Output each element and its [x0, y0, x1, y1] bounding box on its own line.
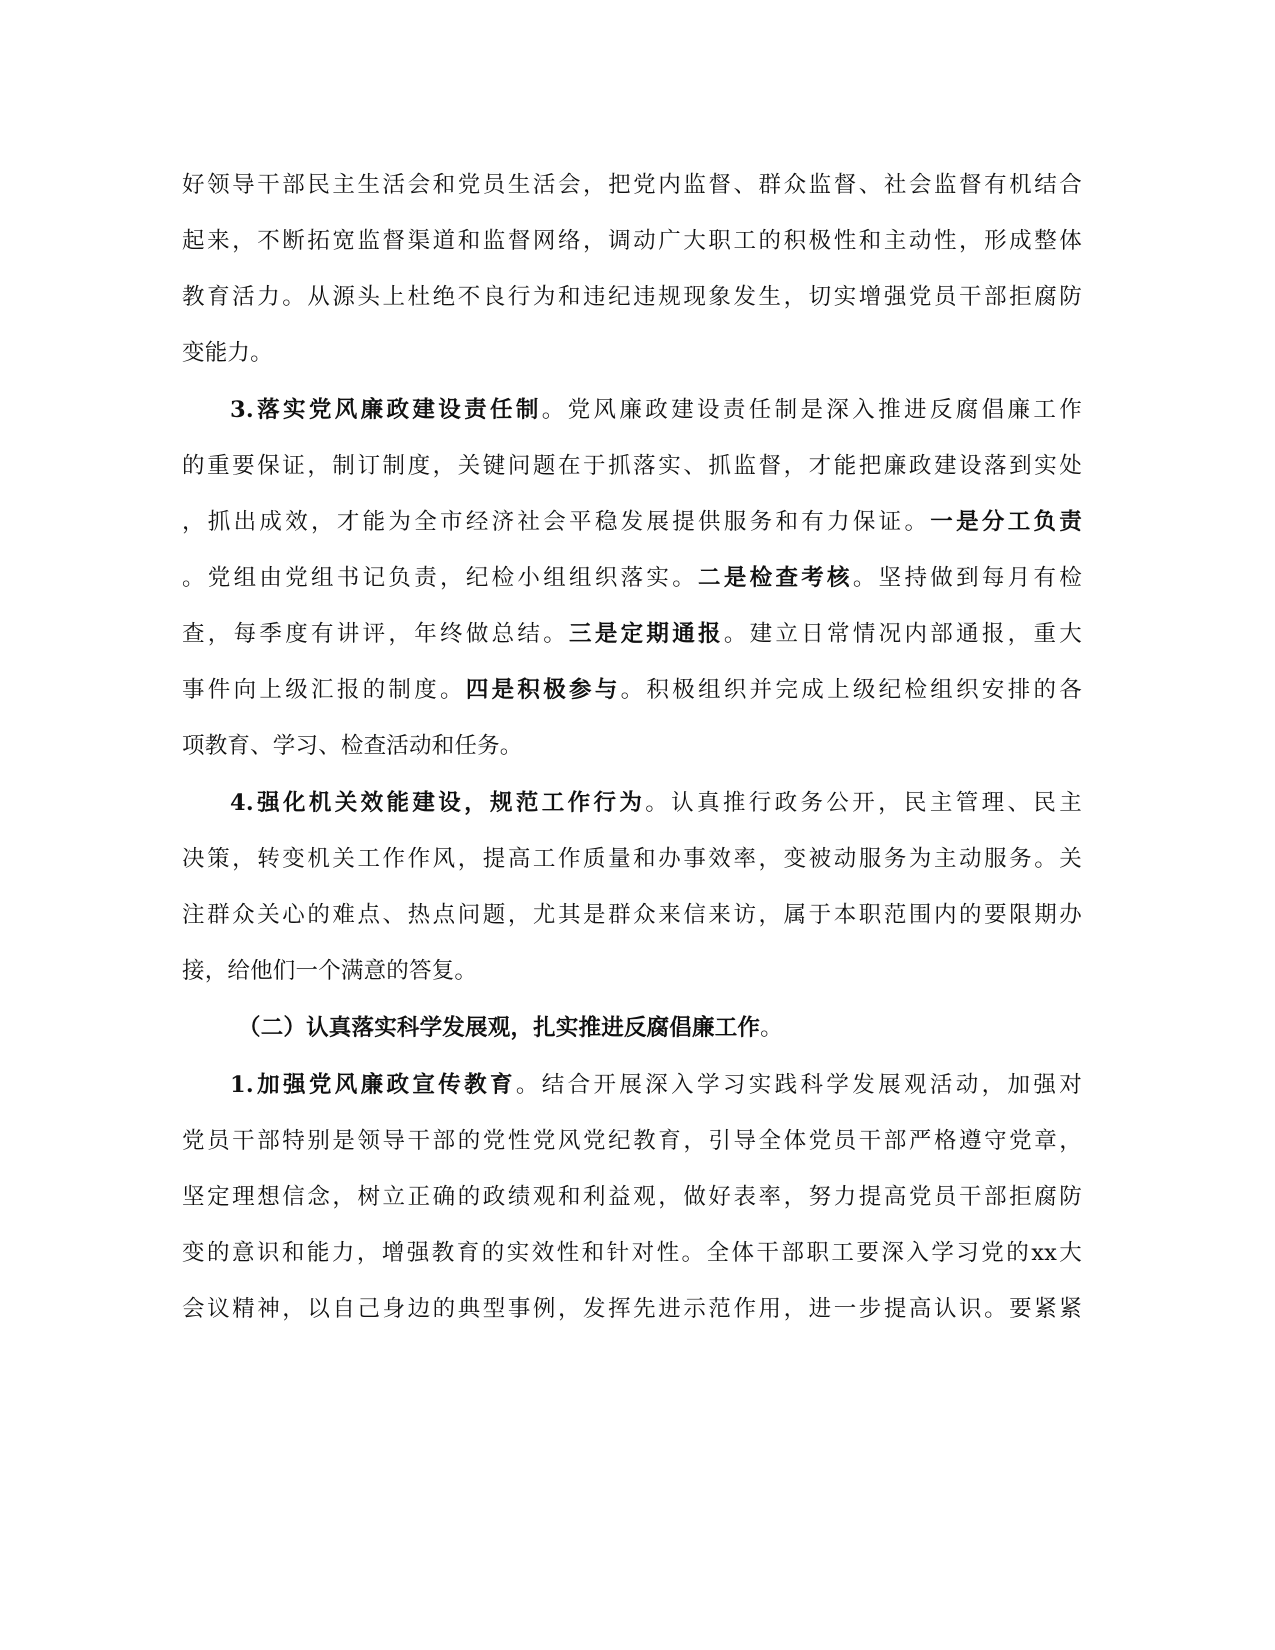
section-heading-line — [230, 390, 1082, 430]
paragraph-line — [182, 558, 1082, 598]
text-run: 。结合开展深入学习实践科学发展观活动，加强对 — [515, 1072, 1083, 1098]
text-run: 党员干部特别是领导干部的党性党风党纪教育，引导全体党员干部严格遵守党章， — [182, 1128, 1082, 1154]
text-run: 。坚持做到每月有检 — [852, 565, 1082, 591]
paragraph-line — [182, 839, 1082, 879]
paragraph-line — [182, 1289, 1082, 1329]
paragraph-line — [182, 1177, 1082, 1217]
paragraph-line — [182, 502, 1082, 542]
paragraph-line — [182, 895, 1082, 935]
text-run: 注群众关心的难点、热点问题，尤其是群众来信来访，属于本职范围内的要限期办 — [182, 902, 1082, 928]
paragraph-line — [182, 614, 1082, 654]
text-run: ，抓出成效，才能为全市经济社会平稳发展提供服务和有力保证。 — [182, 509, 931, 535]
paragraph-line — [182, 165, 1082, 205]
text-run: 会议精神，以自己身边的典型事例，发挥先进示范作用，进一步提高认识。要紧紧 — [182, 1296, 1082, 1322]
text-run: 好领导干部民主生活会和党员生活会，把党内监督、群众监督、社会监督有机结合 — [182, 172, 1082, 198]
text-run: 。积极组织并完成上级纪检组织安排的各 — [620, 677, 1082, 703]
text-run: 项教育、学习、检查活动和任务。 — [182, 733, 523, 759]
text-run: 。认真推行政务公开，民主管理、民主 — [645, 790, 1083, 816]
text-run: 。党风廉政建设责任制是深入推进反腐倡廉工作 — [541, 397, 1082, 423]
text-run-bold: 二是检查考核 — [698, 565, 853, 591]
text-run-bold: 3.落实党风廉政建设责任制 — [230, 397, 542, 423]
paragraph-line — [182, 1121, 1082, 1161]
paragraph-line — [182, 951, 1082, 991]
text-run: 。建立日常情况内部通报，重大 — [723, 621, 1082, 647]
text-run: 坚定理想信念，树立正确的政绩观和利益观，做好表率，努力提高党员干部拒腐防 — [182, 1184, 1082, 1210]
text-run: 。 — [760, 1015, 783, 1041]
section-heading-line — [230, 783, 1082, 823]
paragraph-line — [182, 1233, 1082, 1273]
text-run: 。党组由党组书记负责，纪检小组组织落实。 — [182, 565, 699, 591]
text-run: 决策，转变机关工作作风，提高工作质量和办事效率，变被动服务为主动服务。关 — [182, 846, 1082, 872]
text-run: 查，每季度有讲评，年终做总结。 — [182, 621, 570, 647]
text-run-bold: 一是分工负责 — [930, 509, 1082, 535]
paragraph-line — [182, 446, 1082, 486]
text-run: 起来，不断拓宽监督渠道和监督网络，调动广大职工的积极性和主动性，形成整体 — [182, 228, 1082, 254]
text-run: 变能力。 — [182, 340, 273, 366]
text-run: 变的意识和能力，增强教育的实效性和针对性。全体干部职工要深入学习党的xx大 — [182, 1240, 1082, 1266]
paragraph-line — [182, 221, 1082, 261]
paragraph-line — [182, 670, 1082, 710]
text-run-bold: （二）认真落实科学发展观，扎实推进反腐倡廉工作 — [238, 1015, 761, 1041]
text-run: 接，给他们一个满意的答复。 — [182, 958, 478, 984]
text-run-bold: 4.强化机关效能建设，规范工作行为 — [230, 790, 646, 816]
subsection-heading-line — [238, 1008, 1082, 1048]
text-run-bold: 1.加强党风廉政宣传教育 — [230, 1072, 516, 1098]
paragraph-line — [182, 333, 1082, 373]
paragraph-line — [182, 277, 1082, 317]
text-run-bold: 四是积极参与 — [465, 677, 621, 703]
text-run: 的重要保证，制订制度，关键问题在于抓落实、抓监督，才能把廉政建设落到实处 — [182, 453, 1082, 479]
paragraph-line — [182, 726, 1082, 766]
section-heading-line — [230, 1065, 1082, 1105]
text-run: 教育活力。从源头上杜绝不良行为和违纪违规现象发生，切实增强党员干部拒腐防 — [182, 284, 1082, 310]
text-run: 事件向上级汇报的制度。 — [182, 677, 466, 703]
text-run-bold: 三是定期通报 — [569, 621, 724, 647]
